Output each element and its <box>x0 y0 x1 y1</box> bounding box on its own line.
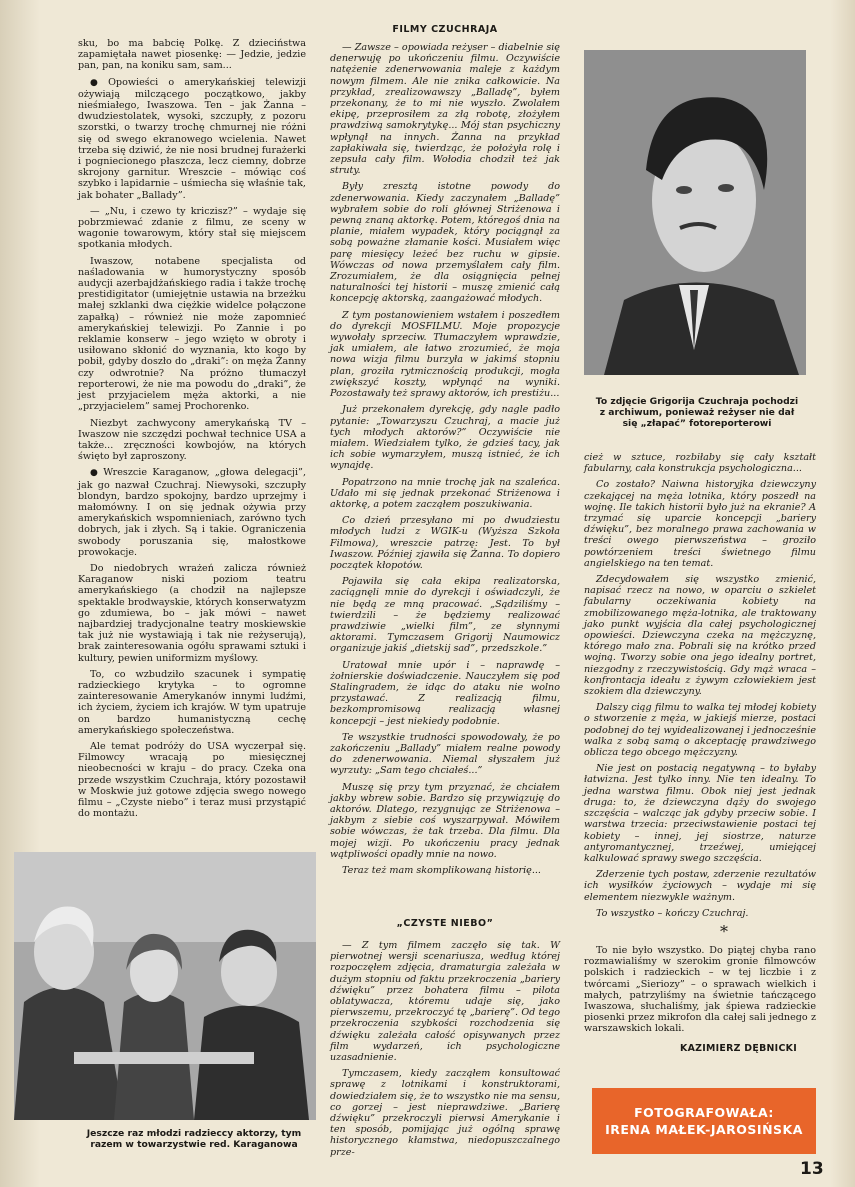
paragraph: sku, bo ma babcię Polkę. Z dzieciństwa zapamiętała nawet piosenkę: — Jedzie, jedzie pan, pan, na koniku sam, sam... <box>78 38 306 72</box>
group-photo-illustration <box>14 852 316 1120</box>
section-heading-czyste-niebo: „CZYSTE NIEBO” <box>396 918 494 929</box>
paragraph: cież w sztuce, rozbiłaby się cały kształt fabularny, cała konstrukcja psychologiczna... <box>584 452 816 475</box>
paragraph: To wszystko – kończy Czuchraj. <box>596 907 749 919</box>
paragraph: — „Nu, i czewo ty kriczisz?” – wydaje się pobrzmiewać zdanie z filmu, ze sceny w wagonie towarowym, który stał się miejscem spotkania młodych. <box>78 205 306 251</box>
paragraph: Z tym postanowieniem wstałem i poszedłem do dyrekcji MOSFILMU. Moje propozycje wywołały sprzeciw. Tłumaczyłem wprawdzie, jak umiałem, ale łatwo zrozumieć, że moja nowa wizja filmu burzyła w jakimś stopniu plan, groziła rytmicznością produkcji, mogła zwiększyć koszty, wpłynąć na wyniki. Pozostawały też sprawy aktorów, ich prestiżu... <box>330 309 560 400</box>
photo-credit-box <box>592 1088 816 1154</box>
paragraph: Te wszystkie trudności spowodowały, że po zakończeniu „Ballady” miałem realne powody do zdenerwowania. Niemal słyszałem już wyrzuty: „Sam tego chciałeś...” <box>330 731 560 777</box>
paragraph: — Zawsze – opowiada reżyser – diabelnie się denerwuję po ukończeniu filmu. Oczywiście natężenie zdenerwowania maleje z każdym nowym filmem. Ale nie znika całkowicie. Na przykład, zrealizowawszy „Balladę”, byłem przekonany, że to mi nie wyszło. Zwolałem ekipę, przeprosiłem za złą robotę, złożyłem prawdziwą samokrytykę... Mój stan psychiczny wpłynął na innych. Żanna na przykład zapłakiwała się, twierdząc, że położyła rolę i zepsuła cały film. Wołodia chodził też jak struty. <box>330 42 560 177</box>
paragraph <box>78 467 306 558</box>
paragraph <box>78 77 306 201</box>
article-column-2-continued <box>330 940 560 1163</box>
author-signature: KAZIMIERZ DĘBNICKI <box>680 1043 798 1054</box>
bullet-icon <box>90 77 108 88</box>
bullet-icon <box>90 467 103 478</box>
paragraph: Już przekonałem dyrekcję, gdy nagle padło pytanie: „Towarzyszu Czuchraj, a macie już tych młodych aktorów?” Oczywiście nie miałem. Wiedziałem tylko, że gdzieś tacy, jak ich sobie wymarzyłem, muszą istnieć, że ich wynajdę. <box>330 404 560 472</box>
paragraph: Do niedobrych wrażeń zalicza również Karaganow niski poziom teatru amerykańskiego (a chodził na najlepsze spektakle brodwayskie, których konserwatyzm go zdumiewa, bo – jak mówi – nawet najbardziej tradycjonalne teatry moskiewskie tak już nie wystawiają i tak nie reżyserują), brak zainteresowania ogółu sprawami sztuki i kultury, pewien uniformizm myślowy. <box>78 562 306 664</box>
paragraph: Teraz też mam skomplikowaną historię... <box>342 865 541 877</box>
article-column-3 <box>584 452 816 924</box>
page-number: 13 <box>800 1159 824 1179</box>
portrait-illustration <box>584 50 806 375</box>
photo-credit-label: FOTOGRAFOWAŁA: <box>634 1105 774 1120</box>
portrait-photo <box>584 50 806 375</box>
paragraph: Uratował mnie upór i – naprawdę – żołnierskie doświadczenie. Nauczyłem się pod Stalingradem, że idąc do ataku nie wolno przystawać. Z realizacją filmu, bezkompromisową realizacją własnej koncepcji – jest niekiedy podobnie. <box>330 659 560 727</box>
paragraph: Ale temat podróży do USA wyczerpał się. Filmowcy wracają po miesięcznej nieobecności w kraju – do pracy. Czeka ona przede wszystkim Czuchraja, który pozostawił w Moskwie już gotowe zdjęcia swego nowego filmu – „Czyste niebo” i teraz musi przystąpić do montażu. <box>78 740 306 820</box>
paragraph: Popatrzono na mnie trochę jak na szaleńca. Udało mi się jednak przekonać Striżenowa i aktorkę, a potem zacząłem poszukiwania. <box>330 476 560 510</box>
article-column-3-closing <box>584 945 816 1040</box>
article-column-2 <box>330 42 560 881</box>
paragraph-text: Wreszcie Karaganow, „głowa delegacji”, jak go nazwał Czuchraj. Niewysoki, szczupły blondyn, bardzo spokojny, bardzo uprzejmy i małomówny. I on się jednak ożywia przy amerykańskich wspomnieniach, zarówno tych dobrych, jak i złych. Są i takie. Ograniczenia swobody poruszania się, małostkowe prowokacje. <box>78 467 307 558</box>
paragraph: To, co wzbudziło szacunek i sympatię radzieckiego krytyka – to ogromne zainteresowanie Amerykanów innymi ludźmi, ich życiem, życiem ich krajów. W tym upatruje on bardzo humanistyczną cechę amerykańskiego społeczeństwa. <box>78 668 306 736</box>
article-column-1 <box>78 38 306 824</box>
paragraph: Zderzenie tych postaw, zderzenie rezultatów ich wysiłków życiowych – wydaje mi się elementem niezwykle ważnym. <box>584 869 816 903</box>
portrait-caption: To zdjęcie Grigorija Czuchraja pochodzi z archiwum, ponieważ reżyser nie dał się „złapać” fotoreporterowi <box>595 396 799 429</box>
paragraph: Dalszy ciąg filmu to walka tej młodej kobiety o stworzenie z męża, w jakiejś mierze, postaci podobnej do tej wyidealizowanej i jednocześnie walka z sobą samą o akceptację prawdziwego oblicza tego obcego mężczyzny. <box>584 702 816 759</box>
group-photo-caption: Jeszcze raz młodzi radzieccy aktorzy, tym razem w towarzystwie red. Karaganowa <box>86 1128 302 1150</box>
paragraph: Iwaszow, notabene specjalista od naśladowania w humorystyczny sposób audycji azerbajdżańskiego radia i także trochę prestidigitator (umiejętnie ustawia na brzeżku małej szklanki dwa ciężkie widelce połączone zapałką) – również nie może zapomnieć amerykańskiej telewizji. Po Zannie i po reklamie konserw – jego wzięto w obroty i usiłowano skłonić do wyznania, kto kogo by pobił, gdyby doszło do „draki”: on męża Żanny czy odwrotnie? Na próżno tłumaczył reporterowi, że nie ma powodu do „draki”, że jest przyjacielem męża aktorki, a nie „przyjacielem” samej Prochorenko. <box>78 255 306 413</box>
paragraph: Co dzień przesyłano mi po dwudziestu młodych ludzi z WGIK-u (Wyższa Szkoła Filmowa), wreszcie patrzę: Jest. To był Iwaszow. Później zjawiła się Żanna. To dopiero początek kłopotów. <box>330 515 560 571</box>
paragraph: Były zresztą istotne powody do zdenerwowania. Kiedy zaczynałem „Balladę” wybrałem sobie do roli głównej Striżenowa i pewną znaną aktorkę. Potem, któregoś dnia na planie, miałem wypadek, który pociągnął za sobą poważne złamanie kości. Musiałem więc parę miesięcy leżeć bez ruchu w gipsie. Wówczas od nowa przemyślałem cały film. Zrozumiałem, że dla osiągnięcia pełnej naturalności tej historii – muszę zmienić całą koncepcję aktorską, zaangażować młodych. <box>330 181 560 305</box>
paragraph: — Z tym filmem zaczęło się tak. W pierwotnej wersji scenariusza, według której rozpoczęłem zdjęcia, dramaturgia zależała w dużym stopniu od faktu przekroczenia „bariery dźwięku” przez bohatera filmu – pilota oblatywacza, któremu udaje się, jako pierwszemu, przekroczyć tę „barierę”. Od tego przekroczenia szybkości rozchodzenia się dźwięku zależała całość opisywanych przez film wydarzeń, ich psychologiczne uzasadnienie. <box>330 940 560 1064</box>
paragraph: Zdecydowałem się wszystko zmienić, napisać rzecz na nowo, w oparciu o szkielet fabularny oczekiwania kobiety na zmobilizowanego męża-lotnika, ale traktowany jako punkt wyjścia dla całej psychologicznej opowieści. Dziewczyna czeka na mężczyznę, którego mało zna. Pobrali się na krótko przed wojną. Tworzy sobie ona jego idealny portret, niezgodny z rzeczywistością. Gdy mąż wraca – konfrontacja ideału z żywym człowiekiem jest szokiem dla dziewczyny. <box>584 574 816 698</box>
photo-credit-name: IRENA MAŁEK-JAROSIŃSKA <box>605 1122 803 1137</box>
section-heading-filmy: FILMY CZUCHRAJA <box>392 24 498 35</box>
paragraph: Nie jest on postacią negatywną – to byłaby łatwizna. Jest tylko inny. Nie ten idealny. To jedna warstwa filmu. Obok niej jest jednak druga: to, że dziewczyna dąży do swojego szczęścia – walcząc jak gdyby przeciw sobie. I warstwa trzecia: przeciwstawienie postaci tej kobiety – innej, jej siostrze, naturze antyromantycznej, trzeźwej, umiejącej kalkulować sprawy swego szczęścia. <box>584 763 816 864</box>
paragraph: Muszę się przy tym przyznać, że chciałem jakby wbrew sobie. Bardzo się przywiązuję do aktorów. Dlatego, rezygnując ze Striżenowa – jakbym z siebie coś wyszarpywał. Mówiłem sobie wówczas, że tak trzeba. Dla filmu. Dla mojej wizji. Po ukończeniu pracy jednak wątpliwości opadły mnie na nowo. <box>330 781 560 860</box>
paragraph: Tymczasem, kiedy zacząłem konsultować sprawę z lotnikami i konstruktorami, dowiedziałem się, że to wszystko nie ma sensu, co gorzej – jest nieprawdziwe. „Barierę dźwięku” przekroczyli pierwsi Amerykanie i ten sposób, pomijając już ogólną sprawę historycznego kłamstwa, niedopuszczalnego prze- <box>330 1068 560 1158</box>
section-divider-star: * <box>720 922 728 941</box>
paragraph: To nie było wszystko. Do piątej chyba rano rozmawialiśmy w szerokim gronie filmowców polskich i radzieckich – w tej liczbie i z twórcami „Sieriozy” – o sprawach wielkich i małych, patrzyliśmy na świetnie tańczącego Iwaszowa, słuchaliśmy, jak śpiewa radzieckie piosenki przez mikrofon dla całej sali jednego z warszawskich lokali. <box>584 945 816 1035</box>
paragraph: Co zostało? Naiwna historyjka dziewczyny czekającej na męża lotnika, który poszedł na wojnę. Ile takich historii było już na ekranie? A trzymać się uparcie koncepcji „bariery dźwięku”, bez moralnego prawa zachowania w treści owego pierwszeństwa – groziło powtórzeniem treści świetnego filmu angielskiego na ten temat. <box>584 479 816 569</box>
paragraph: Niezbyt zachwycony amerykańską TV – Iwaszow nie szczędzi pochwał technice USA a także... zręczności kowbojów, na których święto był zaproszony. <box>78 417 306 463</box>
paragraph: Pojawiła się cała ekipa realizatorska, zaciągnęli mnie do dyrekcji i oświadczyli, że nie będą ze mną pracować. „Sądziliśmy – twierdzili – że będziemy realizować prawdziwie „wielki film”, ze słynnymi aktorami. Tymczasem Grigorij Naumowicz organizuje jakiś „dietskij sad”, przedszkole.” <box>330 576 560 655</box>
group-photo <box>14 852 316 1120</box>
paragraph-text: Opowieści o amerykańskiej telewizji ożywiają milczącego początkowo, jakby nieśmiałego, Iwaszowa. Ten – jak Żanna – dwudziestolatek, wysoki, szczupły, z pozoru szorstki, o twarzy trochę chmurnej nie różni się od swego ekranowego wcielenia. Nawet trzeba się dziwić, że nie nosi brudnej furażerki i pogniecionego płaszcza, lecz ciemny, dobrze skrojony garnitur. Wreszcie – mówiąc coś szybko i lapidarnie – uśmiecha się właśnie tak, jak bohater „Ballady”. <box>78 76 307 201</box>
